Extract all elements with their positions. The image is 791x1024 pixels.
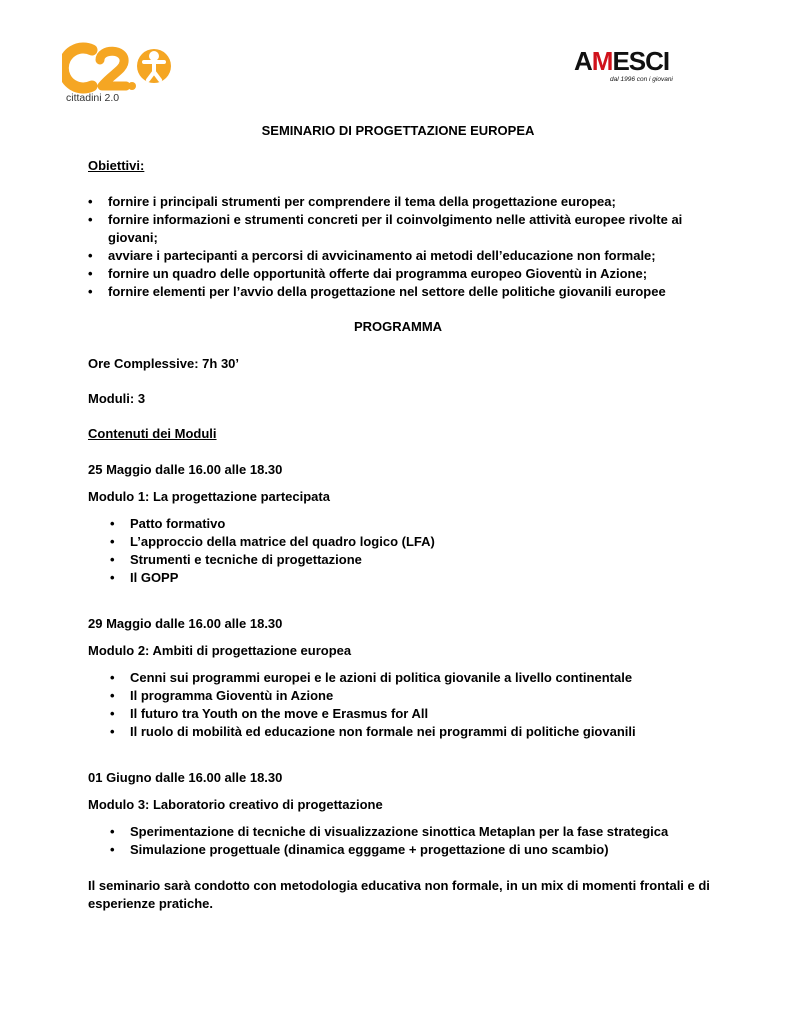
logo-tagline: cittadini 2.0 — [66, 92, 120, 104]
list-item: • Il GOPP — [110, 569, 710, 587]
programma-heading: PROGRAMMA — [353, 319, 443, 334]
list-item: • Strumenti e tecniche di progettazione — [110, 551, 710, 569]
cittadini-logo — [62, 42, 172, 108]
module-3-list — [110, 823, 710, 859]
list-item: • avviare i partecipanti a percorsi di avvicinamento ai metodi dell’educazione non formale; — [88, 247, 708, 265]
module-2-title: Modulo 2: Ambiti di progettazione europea — [88, 643, 352, 658]
list-item: • fornire i principali strumenti per comprendere il tema della progettazione europea; — [88, 193, 708, 211]
ore-complessive: Ore Complessive: 7h 30’ — [88, 356, 240, 371]
list-item-continuation — [88, 229, 708, 247]
list-item: • Sperimentazione di tecniche di visualizzazione sinottica Metaplan per la fase strategica — [110, 823, 710, 841]
closing-line-1: Il seminario sarà condotto con metodologia educativa non formale, in un mix di momenti frontali e di — [88, 878, 710, 893]
module-2-list — [110, 669, 710, 741]
list-item: • L’approccio della matrice del quadro logico (LFA) — [110, 533, 710, 551]
brand-m: M — [591, 46, 613, 76]
list-item-text: giovani; — [108, 230, 158, 245]
amesci-wordmark — [574, 46, 669, 77]
objectives-heading: Obiettivi: — [88, 158, 145, 173]
contenuti-heading: Contenuti dei Moduli — [88, 426, 217, 441]
list-item: • Patto formativo — [110, 515, 710, 533]
c20-logo-icon — [62, 42, 172, 94]
list-item — [88, 211, 708, 229]
moduli-count: Moduli: 3 — [88, 391, 146, 406]
closing-line-2: esperienze pratiche. — [88, 896, 213, 911]
module-3-date: 01 Giugno dalle 16.00 alle 18.30 — [88, 770, 283, 785]
list-item: • Il programma Gioventù in Azione — [110, 687, 710, 705]
list-item: • Simulazione progettuale (dinamica egggame + progettazione di uno scambio) — [110, 841, 710, 859]
logo-subtitle: dal 1996 con i giovani — [610, 76, 673, 83]
brand-prefix: A — [574, 46, 592, 76]
page-title: SEMINARIO DI PROGETTAZIONE EUROPEA — [261, 123, 535, 138]
objectives-list — [88, 193, 708, 301]
module-1-title: Modulo 1: La progettazione partecipata — [88, 489, 330, 504]
list-item: • fornire un quadro delle opportunità offerte dai programma europeo Gioventù in Azione; — [88, 265, 708, 283]
list-item: • Il futuro tra Youth on the move e Erasmus for All — [110, 705, 710, 723]
list-item: • Il ruolo di mobilità ed educazione non formale nei programmi di politiche giovanili — [110, 723, 710, 741]
list-item: • fornire elementi per l’avvio della progettazione nel settore delle politiche giovanili europee — [88, 283, 708, 301]
module-2-date: 29 Maggio dalle 16.00 alle 18.30 — [88, 616, 283, 631]
amesci-logo — [574, 46, 684, 92]
list-item: • Cenni sui programmi europei e le azioni di politica giovanile a livello continentale — [110, 669, 710, 687]
module-3-title: Modulo 3: Laboratorio creativo di progettazione — [88, 797, 383, 812]
module-1-list — [110, 515, 710, 587]
module-1-date: 25 Maggio dalle 16.00 alle 18.30 — [88, 462, 283, 477]
list-item-text: fornire informazioni e strumenti concreti per il coinvolgimento nelle attività europee rivolte ai — [108, 212, 683, 227]
brand-suffix: ESCI — [612, 46, 670, 76]
